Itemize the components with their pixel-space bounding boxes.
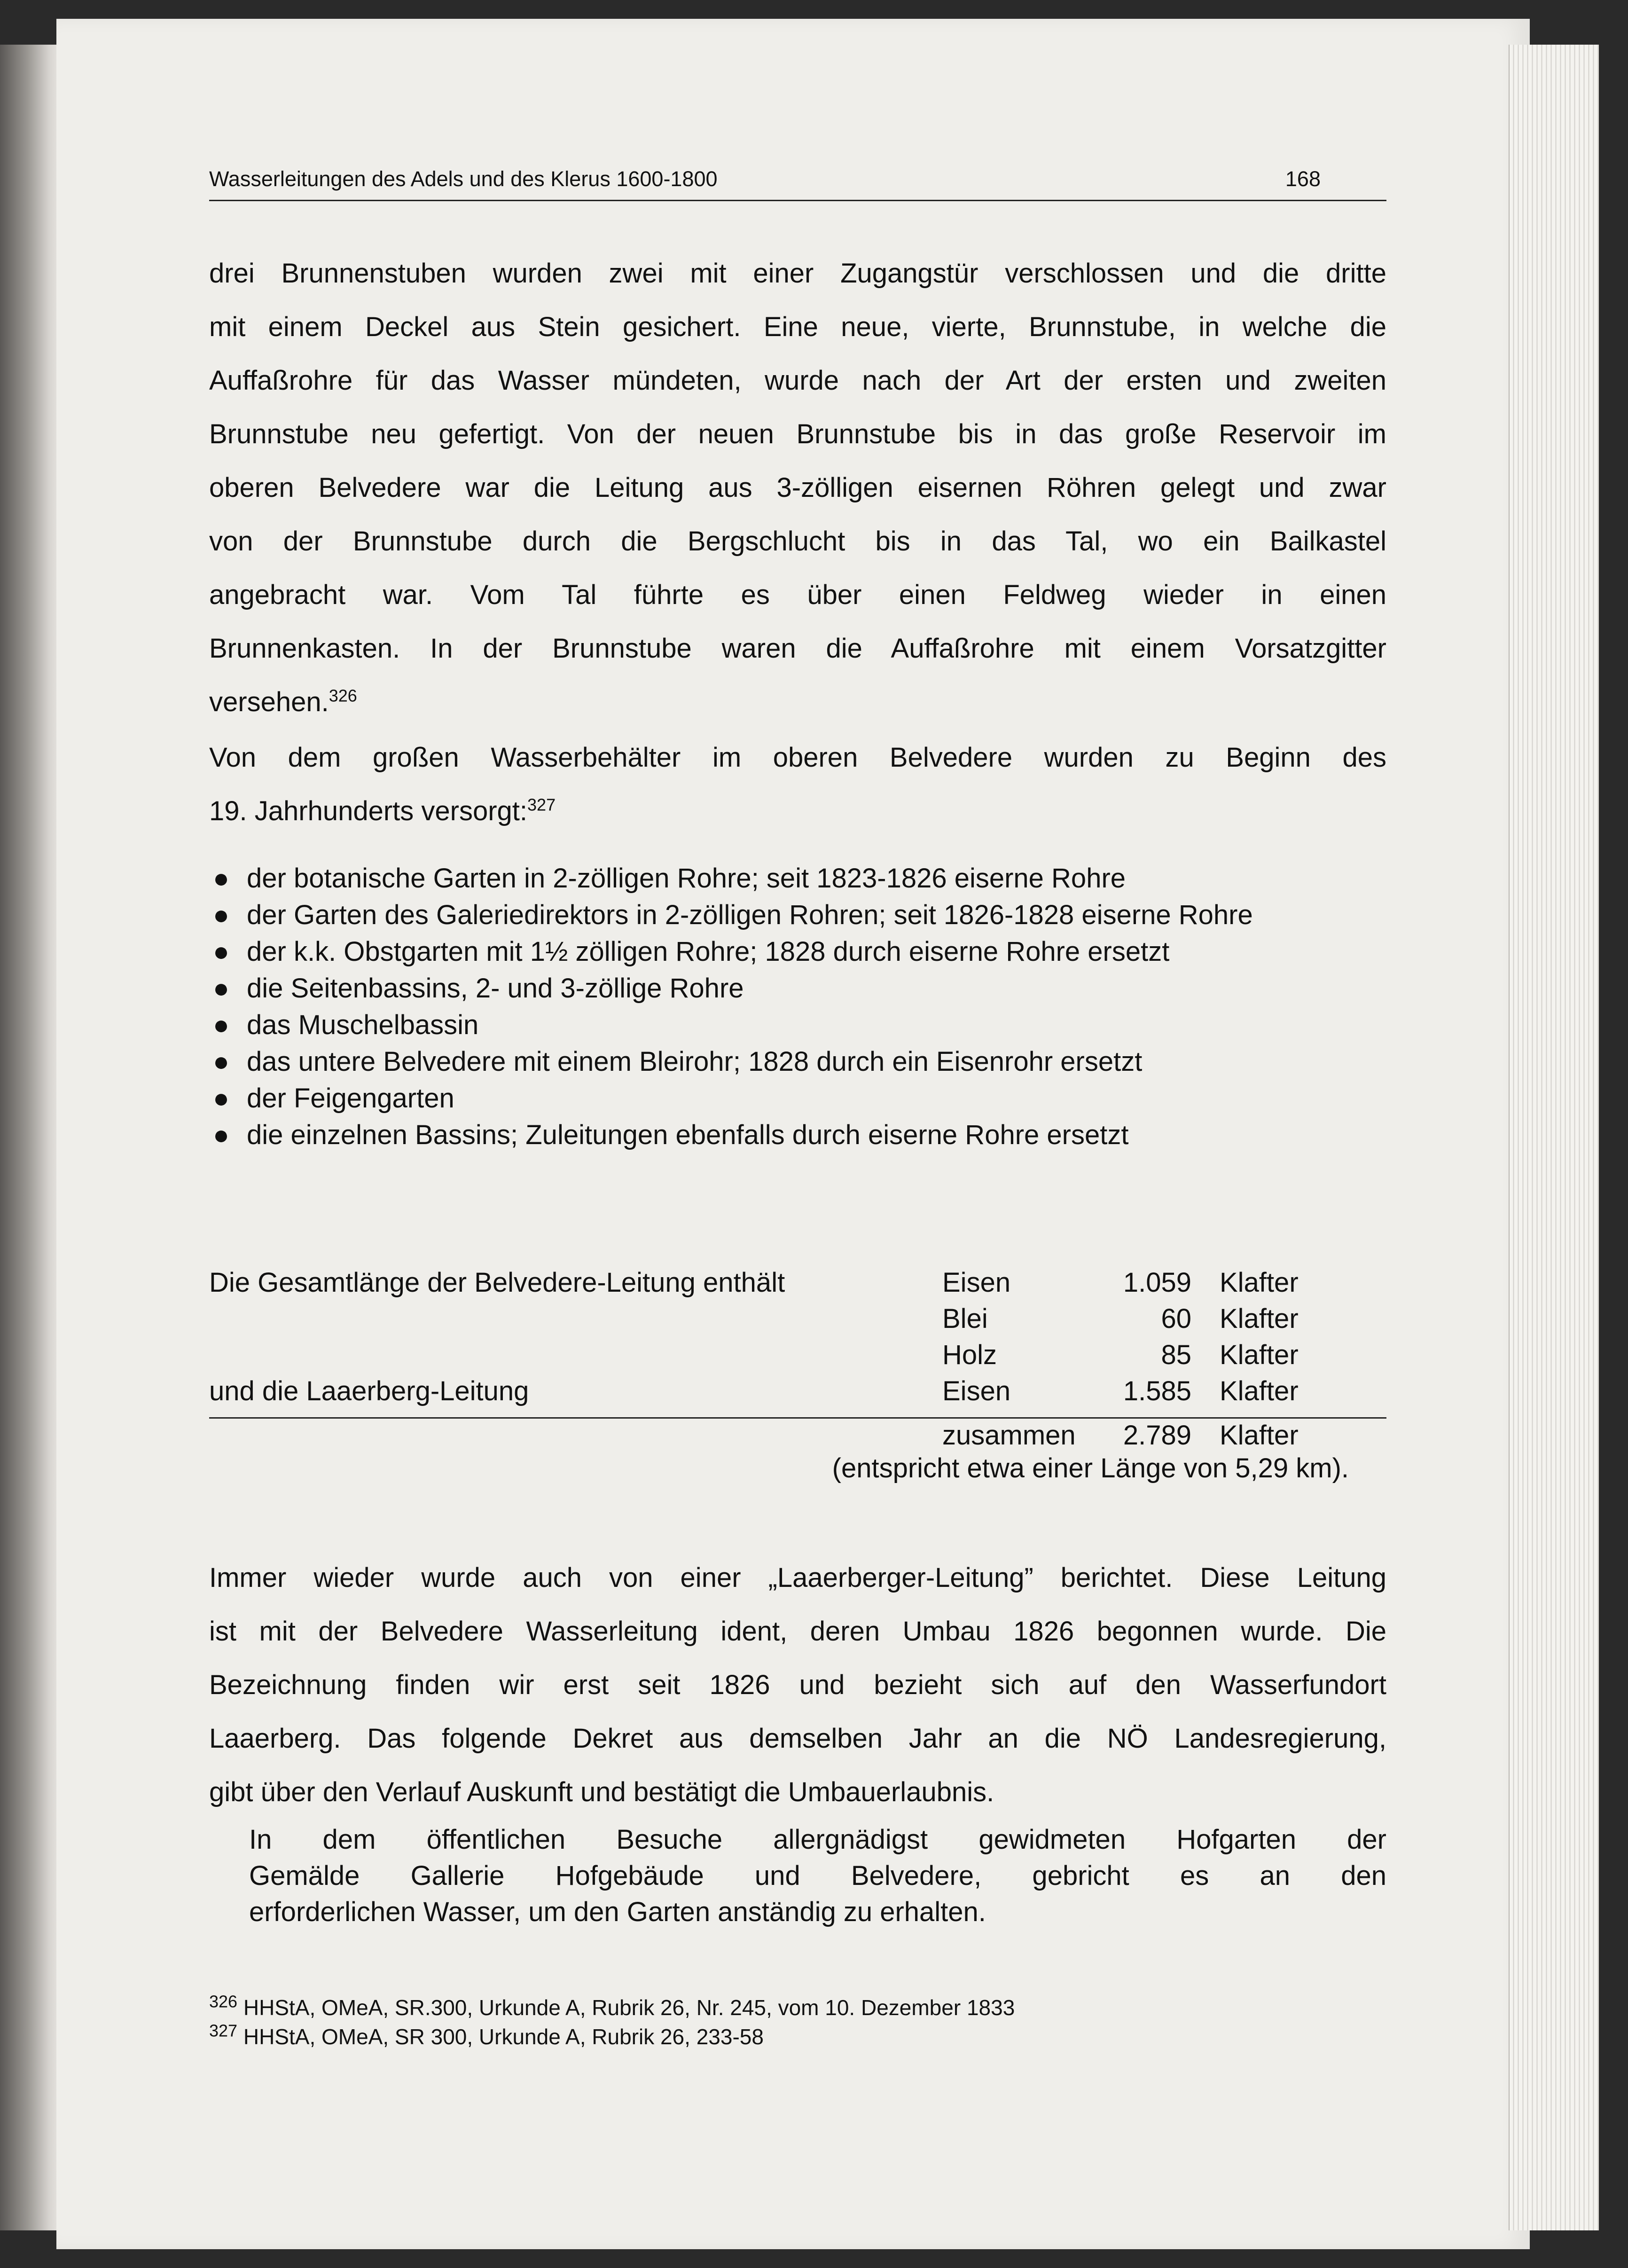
list-item: ● der Feigengarten	[209, 1080, 1386, 1117]
length-table	[209, 1267, 1386, 1412]
text-line: Brunnstube neu gefertigt. Von der neuen Brunnstube bis in das große Reservoir im	[209, 419, 1386, 449]
table-row	[209, 1339, 1386, 1375]
text-line: von der Brunnstube durch die Bergschlucht bis in das Tal, wo ein Bailkastel	[209, 526, 1386, 557]
row-unit: Klafter	[1220, 1340, 1299, 1370]
table-row	[209, 1303, 1386, 1339]
text-line: ist mit der Belvedere Wasserleitung ident, deren Umbau 1826 begonnen wurde. Die	[209, 1616, 1386, 1647]
list-item: ● der k.k. Obstgarten mit 1½ zölligen Rohre; 1828 durch eiserne Rohre ersetzt	[209, 934, 1386, 970]
bullet-icon: ●	[213, 900, 230, 930]
row-value: 60	[1161, 1303, 1191, 1334]
quote-line: In dem öffentlichen Besuche allergnädigst gewidmeten Hofgarten der	[249, 1824, 1386, 1855]
row-value: 1.585	[1123, 1376, 1191, 1406]
paragraph-3	[209, 1551, 1386, 1819]
sum-unit: Klafter	[1220, 1420, 1299, 1451]
row-material: Blei	[942, 1303, 988, 1334]
text-line: angebracht war. Vom Tal führte es über einen Feldweg wieder in einen	[209, 580, 1386, 610]
list-item: ● das Muschelbassin	[209, 1007, 1386, 1044]
bullet-icon: ●	[213, 973, 230, 1004]
sum-row	[209, 1417, 1386, 1453]
bullet-list	[209, 860, 1386, 1154]
row-description: und die Laaerberg-Leitung	[209, 1376, 529, 1406]
footnote-number: 327	[209, 2021, 238, 2040]
row-unit: Klafter	[1220, 1376, 1299, 1406]
list-item: ● die Seitenbassins, 2- und 3-zöllige Rohre	[209, 970, 1386, 1007]
bullet-icon: ●	[213, 1010, 230, 1040]
table-row	[209, 1375, 1386, 1412]
row-material: Holz	[942, 1340, 997, 1370]
running-header	[209, 167, 1386, 201]
bullet-icon: ●	[213, 1083, 230, 1114]
row-description: Die Gesamtlänge der Belvedere-Leitung enthält	[209, 1267, 785, 1298]
footnote-text: HHStA, OMeA, SR.300, Urkunde A, Rubrik 26, Nr. 245, vom 10. Dezember 1833	[243, 1995, 1015, 2020]
text-line: Auffaßrohre für das Wasser mündeten, wurde nach der Art der ersten und zweiten	[209, 365, 1386, 396]
list-item: ● die einzelnen Bassins; Zuleitungen ebenfalls durch eiserne Rohre ersetzt	[209, 1117, 1386, 1154]
text-line: Brunnenkasten. In der Brunnstube waren die Auffaßrohre mit einem Vorsatzgitter	[209, 633, 1386, 664]
row-value: 85	[1161, 1340, 1191, 1370]
quote-line: erforderlichen Wasser, um den Garten anständig zu erhalten.	[249, 1897, 986, 1927]
book-spine-shadow	[0, 45, 61, 2230]
bullet-icon: ●	[213, 1046, 230, 1077]
row-material: Eisen	[942, 1376, 1011, 1406]
footnote	[209, 1993, 1386, 2022]
header-title: Wasserleitungen des Adels und des Klerus 1600-1800	[209, 167, 718, 191]
text-line	[209, 785, 1386, 838]
sum-label: zusammen	[942, 1420, 1076, 1451]
footnote-ref[interactable]: 327	[527, 795, 556, 815]
text-line: Laaerberg. Das folgende Dekret aus demselben Jahr an die NÖ Landesregierung,	[209, 1723, 1386, 1754]
text-line: Von dem großen Wasserbehälter im oberen Belvedere wurden zu Beginn des	[209, 742, 1386, 773]
page-edges	[1509, 45, 1599, 2230]
text-line-content: 19. Jahrhunderts versorgt:	[209, 796, 528, 826]
list-item: ● der Garten des Galeriedirektors in 2-zölligen Rohren; seit 1826-1828 eiserne Rohre	[209, 897, 1386, 934]
row-material: Eisen	[942, 1267, 1011, 1298]
row-value: 1.059	[1123, 1267, 1191, 1298]
list-item: ● das untere Belvedere mit einem Bleirohr; 1828 durch ein Eisenrohr ersetzt	[209, 1044, 1386, 1080]
page-number: 168	[1285, 167, 1321, 191]
sum-value: 2.789	[1123, 1420, 1191, 1451]
footnote	[209, 2022, 1386, 2051]
text-line: Immer wieder wurde auch von einer „Laaerberger-Leitung” berichtet. Diese Leitung	[209, 1562, 1386, 1593]
bullet-icon: ●	[213, 936, 230, 967]
bullet-icon: ●	[213, 863, 230, 894]
list-item: ● der botanische Garten in 2-zölligen Rohre; seit 1823-1826 eiserne Rohre	[209, 860, 1386, 897]
text-line: drei Brunnenstuben wurden zwei mit einer Zugangstür verschlossen und die dritte	[209, 258, 1386, 289]
footnote-text: HHStA, OMeA, SR 300, Urkunde A, Rubrik 26, 233-58	[243, 2025, 764, 2049]
footnote-ref[interactable]: 326	[329, 686, 357, 706]
row-unit: Klafter	[1220, 1303, 1299, 1334]
text-line: gibt über den Verlauf Auskunft und bestätigt die Umbauerlaubnis.	[209, 1777, 994, 1807]
text-line: Bezeichnung finden wir erst seit 1826 und bezieht sich auf den Wasserfundort	[209, 1670, 1386, 1700]
paragraph-2	[209, 731, 1386, 838]
quote-line: Gemälde Gallerie Hofgebäude und Belvedere, gebricht es an den	[249, 1860, 1386, 1891]
length-note: (entspricht etwa einer Länge von 5,29 km).	[832, 1453, 1349, 1483]
block-quote	[249, 1821, 1386, 1930]
bullet-icon: ●	[213, 1120, 230, 1150]
row-unit: Klafter	[1220, 1267, 1299, 1298]
text-line: mit einem Deckel aus Stein gesichert. Eine neue, vierte, Brunnstube, in welche die	[209, 312, 1386, 342]
text-line-content: versehen.	[209, 687, 329, 717]
footnotes	[209, 1993, 1386, 2051]
table-row	[209, 1267, 1386, 1303]
text-line	[209, 675, 1386, 729]
text-line: oberen Belvedere war die Leitung aus 3-zölligen eisernen Röhren gelegt und zwar	[209, 472, 1386, 503]
paragraph-1	[209, 247, 1386, 729]
footnote-number: 326	[209, 1992, 238, 2011]
